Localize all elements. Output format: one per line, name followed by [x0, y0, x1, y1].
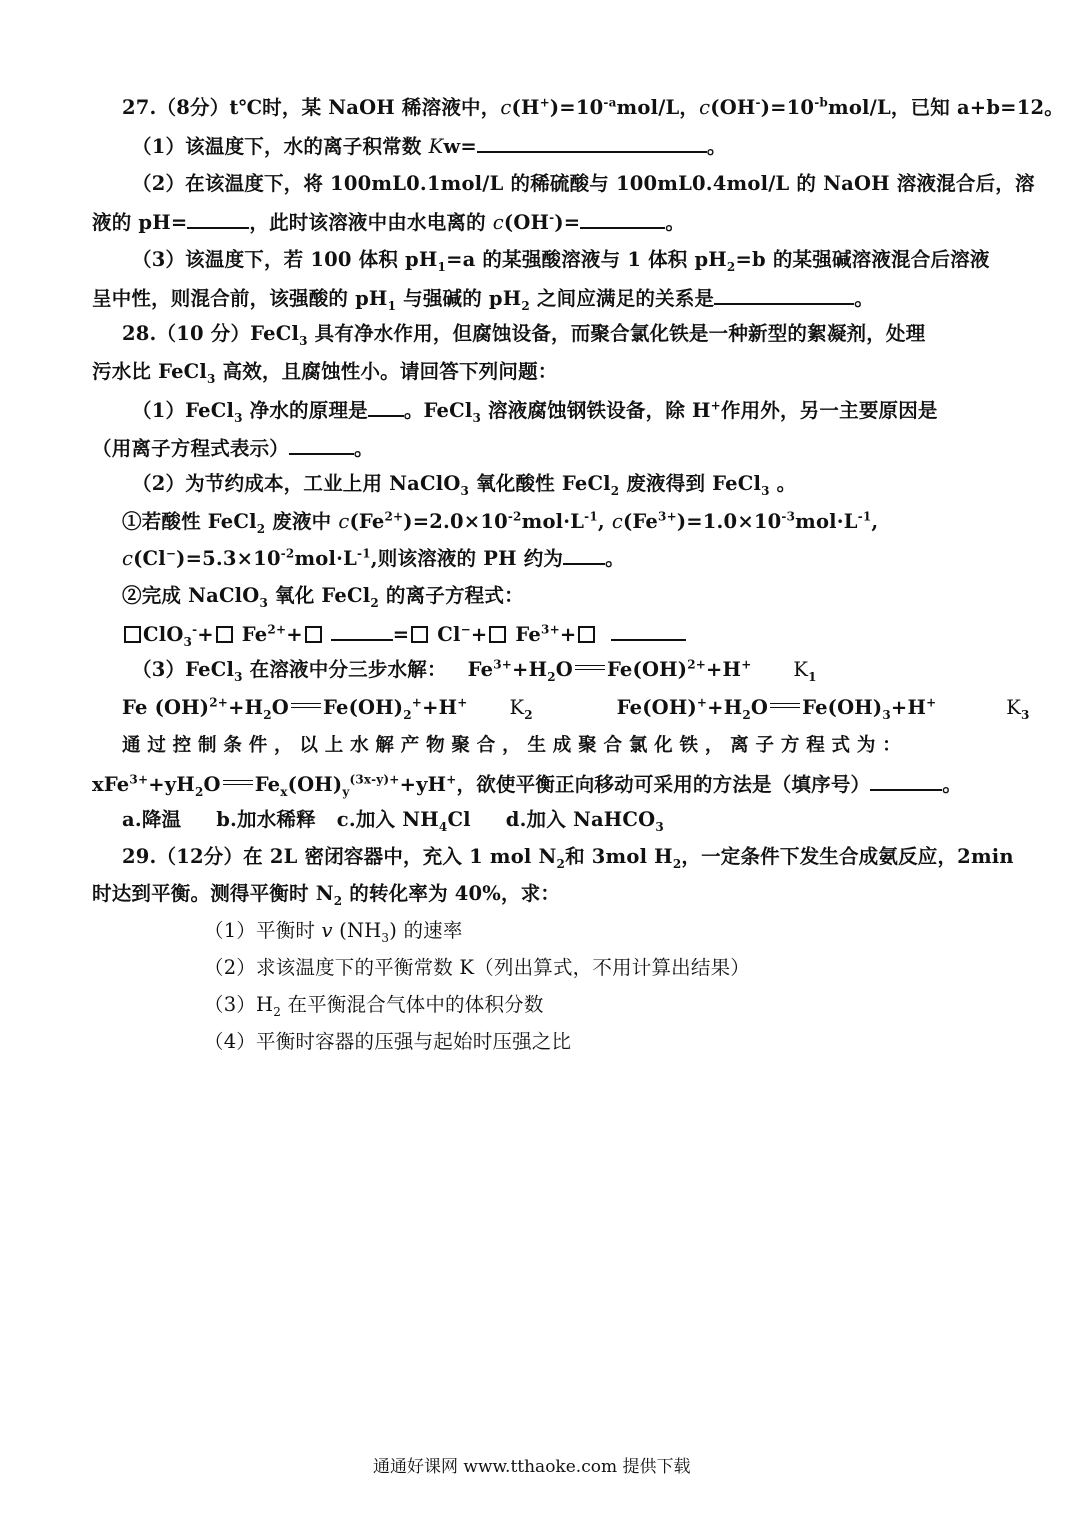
equilibrium-arrow-icon — [770, 701, 800, 711]
coefficient-box[interactable] — [216, 626, 233, 643]
q28-part3-polymer: $xFe^{3+}+yH_2O$ $Fe_x(OH)_y^{(3x-y)+}+yH^+$，欲使平衡正向移动可采用的方法是（填序号） 。 — [92, 772, 962, 799]
coefficient-box[interactable] — [124, 626, 141, 643]
answer-blank[interactable] — [870, 772, 942, 791]
answer-blank[interactable] — [714, 286, 854, 305]
q28-sub1-line2: $c(Cl^-)=5.3\times 10^{-2}mol\cdot L^{-1}$,则该溶液的 PH 约为 。 — [122, 546, 625, 570]
q27-part3-line1: （3）该温度下，若 100 体积 $pH_1=a$ 的某强酸溶液与 1 体积 $pH_2=b$ 的某强碱溶液混合后溶液 — [132, 248, 990, 274]
q28-part1-line2: （用离子方程式表示） 。 — [92, 437, 374, 460]
q28-sub1-line1: ①若酸性 FeCl$_2$ 废液中 $c(Fe^{2+})=2.0\times 10^{-2}mol\cdot L^{-1}$, $c(Fe^{3+})=1.0\times 10^{-3}mol\cdot L^{-1}$, — [122, 509, 879, 536]
answer-blank[interactable] — [563, 546, 605, 565]
equilibrium-arrow-icon — [291, 701, 321, 711]
q29-item4: （4）平衡时容器的压强与起始时压强之比 — [204, 1030, 572, 1053]
q27-part2-line2: 液的 pH= ，此时该溶液中由水电离的 c(OH-)= 。 — [92, 210, 686, 234]
q29-stem-line1: 29.（12分）在 2L 密闭容器中，充入 1 mol $N_2$和 3mol $H_2$，一定条件下发生合成氨反应，2min — [122, 845, 1014, 871]
coefficient-box[interactable] — [411, 626, 428, 643]
option-a[interactable]: a.降温 — [122, 808, 182, 831]
q27-part3-line2: 呈中性，则混合前，该强酸的 $pH_1$ 与强碱的 $pH_2$ 之间应满足的关系是 。 — [92, 287, 874, 313]
answer-blank[interactable] — [611, 622, 686, 641]
answer-blank[interactable] — [580, 210, 665, 229]
page-footer: 通通好课网 www.tthaoke.com 提供下载 — [373, 1457, 691, 1477]
q27-part2-line1: （2）在该温度下，将 100mL0.1mol/L 的稀硫酸与 100mL0.4mol/L 的 NaOH 溶液混合后，溶 — [132, 172, 1035, 195]
answer-blank[interactable] — [477, 134, 707, 153]
q29-item2: （2）求该温度下的平衡常数 K（列出算式，不用计算出结果） — [204, 956, 750, 979]
q28-equation: $ClO_3^-+ Fe^{2+}+ = Cl^-+ Fe^{3+}+$ — [122, 622, 686, 647]
q28-part3-text: 通 过 控 制 条 件 ， 以 上 水 解 产 物 聚 合 ， 生 成 聚 合 氯 化 铁 ， 离 子 方 程 式 为 ： — [122, 735, 901, 756]
q29-stem-line2: 时达到平衡。测得平衡时 $N_2$ 的转化率为 40%，求： — [92, 882, 561, 908]
answer-blank[interactable] — [368, 398, 404, 417]
q28-part1-line1: （1）FeCl$_3$ 净水的原理是 。FeCl$_3$ 溶液腐蚀钢铁设备，除 H+作用外，另一主要原因是 — [132, 398, 938, 425]
q28-part3-reactions: Fe $(OH)^{2+}+H_2O$ $Fe(OH)_2^++H^+$ $K_2$ $Fe(OH)^++H_2O$ $Fe(OH)_3+H^+$ $K_3$ — [122, 695, 1030, 722]
coefficient-box[interactable] — [305, 626, 322, 643]
answer-blank[interactable] — [187, 210, 249, 229]
option-d[interactable]: d.加入 NaHCO$_3$ — [505, 808, 664, 834]
q28-stem-line2: 污水比 FeCl$_3$ 高效，且腐蚀性小。请回答下列问题： — [92, 360, 558, 386]
q29-item1: （1）平衡时 v $(NH_3)$ 的速率 — [204, 919, 463, 945]
q29-item3: $(3)H_2$ 在平衡混合气体中的体积分数 — [204, 993, 544, 1019]
equilibrium-arrow-icon — [575, 663, 605, 673]
equilibrium-arrow-icon — [223, 778, 253, 788]
q27-part1: （1）该温度下，水的离子积常数 Kw= 。 — [132, 135, 727, 158]
q28-stem-line1: 28.（10 分）FeCl$_3$ 具有净水作用，但腐蚀设备，而聚合氯化铁是一种新型的絮凝剂，处理 — [122, 322, 926, 348]
q27-stem: 27.（8分）t℃时，某 NaOH 稀溶液中，$c(H^+)=10^{-a}mol/L$，$c(OH^-)=10^{-b}mol/L$，已知 a+b=12。 — [122, 95, 1064, 119]
answer-blank[interactable] — [289, 436, 354, 455]
q28-part2: （2）为节约成本，工业上用 NaClO$_3$ 氧化酸性 FeCl$_2$ 废液得到 FeCl$_3$ 。 — [132, 472, 797, 498]
option-c[interactable]: c.加入 $NH_4Cl$ — [336, 808, 471, 834]
option-b[interactable]: b.加水稀释 — [216, 808, 316, 831]
coefficient-box[interactable] — [578, 626, 595, 643]
q28-options — [122, 808, 664, 832]
answer-blank[interactable] — [331, 622, 393, 641]
q28-sub2: ②完成 NaClO$_3$ 氧化 FeCl$_2$ 的离子方程式： — [122, 584, 524, 610]
coefficient-box[interactable] — [489, 626, 506, 643]
q28-part3: （3）FeCl$_3$ 在溶液中分三步水解： $Fe^{3+}+H_2O$ Fe(OH)$^{2+}$+H+ $K_1$ — [132, 657, 817, 684]
